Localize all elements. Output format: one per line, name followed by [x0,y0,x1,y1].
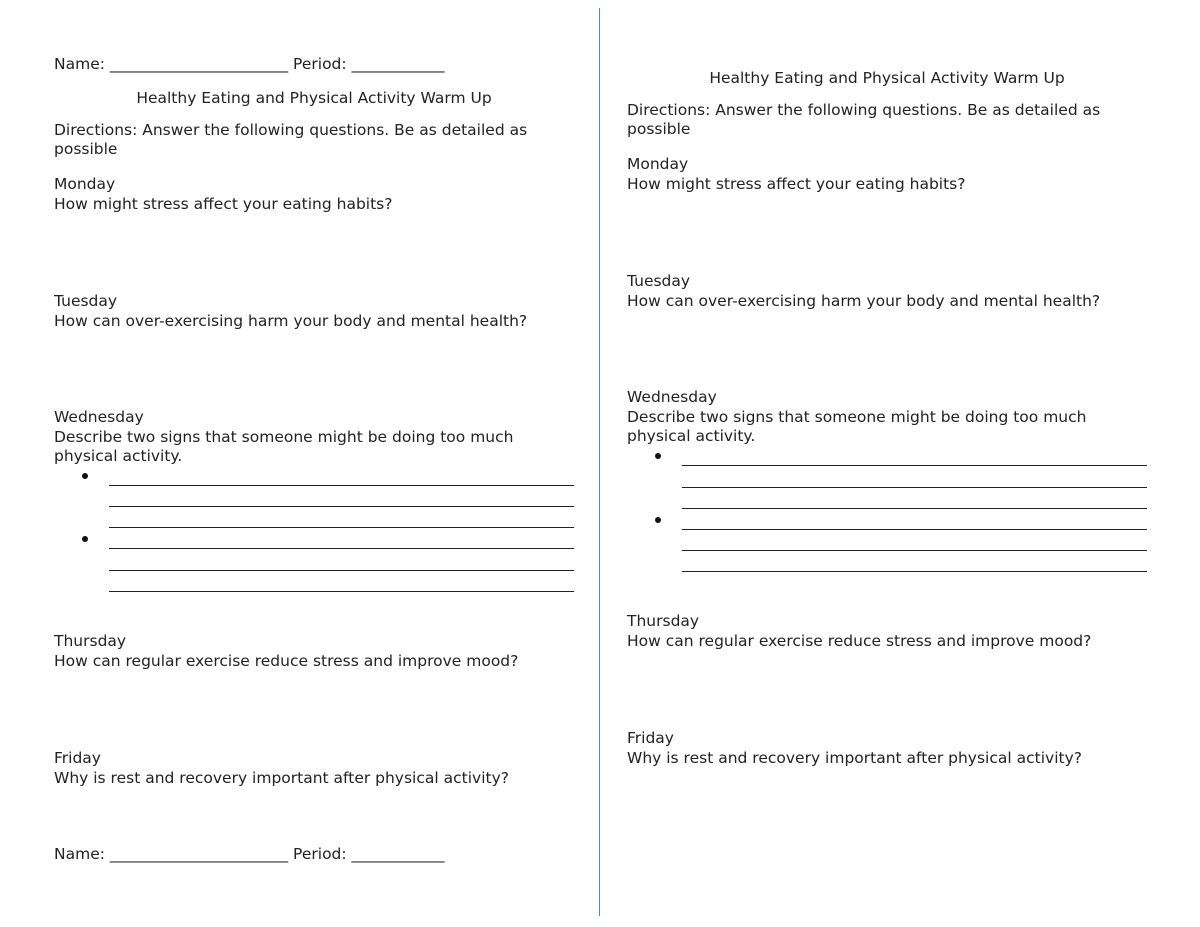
answer-line[interactable] [109,527,574,528]
day-label-monday: Monday [54,175,116,193]
day-label-thursday: Thursday [627,612,700,630]
question-monday: How might stress affect your eating habits? [627,175,966,193]
day-label-wednesday: Wednesday [54,408,144,426]
answer-line[interactable] [682,465,1147,466]
answer-line[interactable] [682,508,1147,509]
answer-line[interactable] [109,570,574,571]
answer-line[interactable] [682,487,1147,488]
day-label-thursday: Thursday [54,632,127,650]
day-label-tuesday: Tuesday [54,292,118,310]
answer-line[interactable] [109,591,574,592]
day-label-friday: Friday [627,729,674,747]
answer-line[interactable] [109,485,574,486]
answer-line[interactable] [682,571,1147,572]
question-tuesday: How can over-exercising harm your body and mental health? [54,312,528,330]
worksheet-title: Healthy Eating and Physical Activity Warm Up [709,69,1065,87]
worksheet-title: Healthy Eating and Physical Activity Warm Up [136,89,492,107]
day-label-monday: Monday [627,155,689,173]
question-friday: Why is rest and recovery important after physical activity? [627,749,1082,767]
question-wednesday: Describe two signs that someone might be doing too much physical activity. [54,428,514,465]
day-label-friday: Friday [54,749,101,767]
bullet-icon [655,453,661,459]
answer-line[interactable] [109,506,574,507]
answer-line[interactable] [682,529,1147,530]
answer-line[interactable] [682,550,1147,551]
bullet-icon [655,517,661,523]
question-tuesday: How can over-exercising harm your body and mental health? [627,292,1101,310]
question-monday: How might stress affect your eating habits? [54,195,393,213]
day-label-tuesday: Tuesday [627,272,691,290]
bullet-icon [82,536,88,542]
question-wednesday: Describe two signs that someone might be doing too much physical activity. [627,408,1087,445]
name-period-line: Name: _______________________ Period: ____________ [54,55,445,73]
directions: Directions: Answer the following questions. Be as detailed as possible [627,101,1101,138]
day-label-wednesday: Wednesday [627,388,717,406]
directions: Directions: Answer the following questions. Be as detailed as possible [54,121,528,158]
name-period-line-bottom: Name: _______________________ Period: ____________ [54,845,445,863]
answer-line[interactable] [109,548,574,549]
question-thursday: How can regular exercise reduce stress and improve mood? [54,652,519,670]
question-thursday: How can regular exercise reduce stress and improve mood? [627,632,1092,650]
page-divider [599,8,600,916]
question-friday: Why is rest and recovery important after physical activity? [54,769,509,787]
bullet-icon [82,473,88,479]
